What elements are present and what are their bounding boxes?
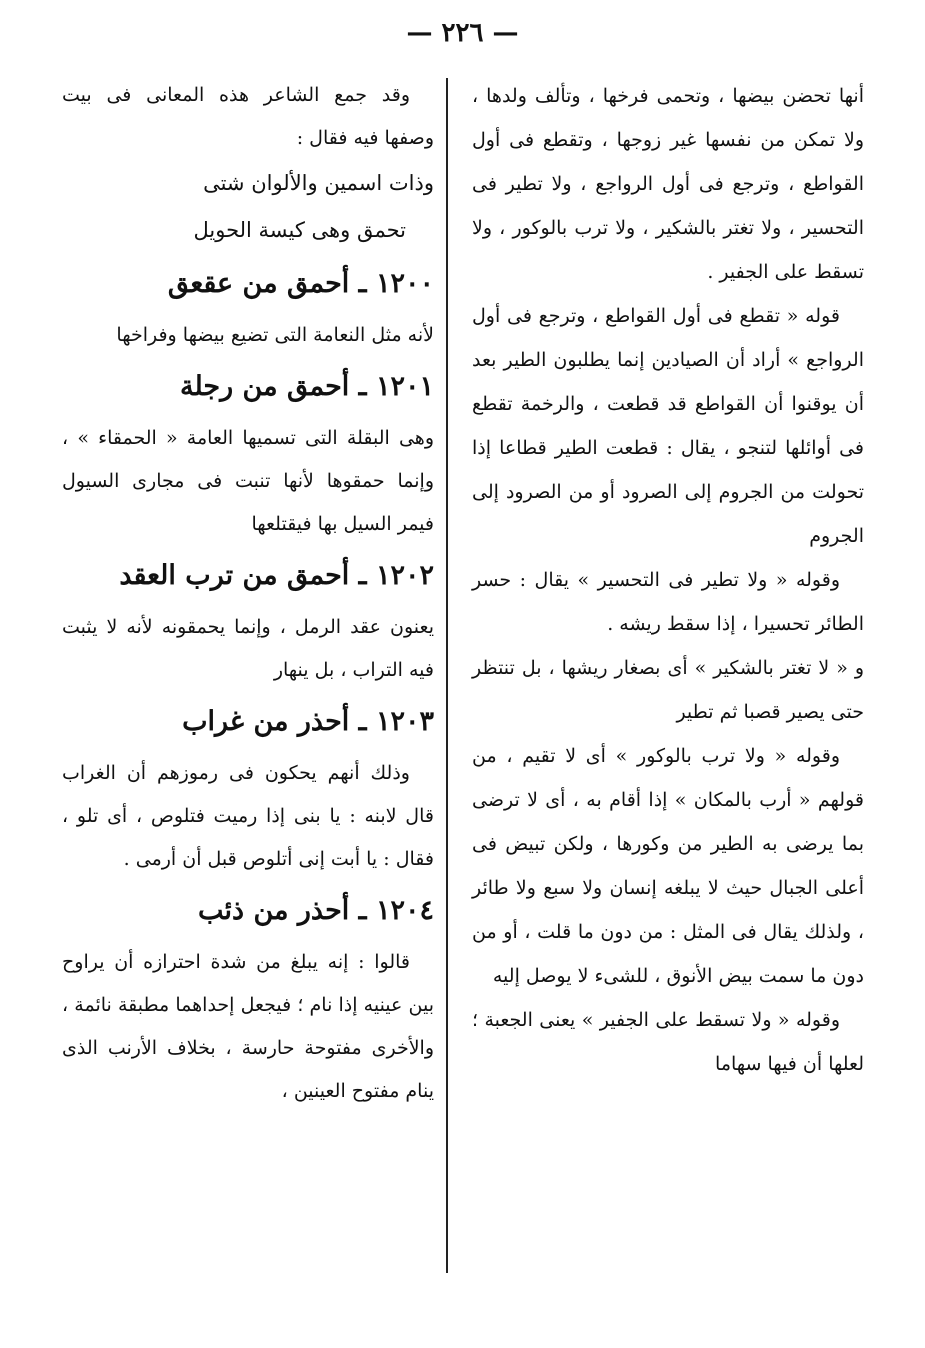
entry-heading-1200: ١٢٠٠ ـ أحمق من عقعق	[167, 268, 434, 299]
paragraph-jafir: وقوله « ولا تسقط على الجفير » يعنى الجعبة ؛ لعلها أن فيها سهاما	[472, 1009, 864, 1075]
verse-line-2: تحمق وهى كيسة الحويل	[193, 218, 406, 242]
entry-heading-1203: ١٢٠٣ ـ أحذر من غراب	[182, 706, 434, 737]
paragraph-poet-intro: وقد جمع الشاعر هذه المعانى فى بيت وصفها فيه فقال :	[62, 84, 434, 149]
entry-text-1203: وذلك أنهم يحكون فى رموزهم أن الغراب قال لابنه : يا بنى إذا رميت فتلوص ، أى تلو ، فقال : يا أبت إنى أتلوص قبل أن أرمى .	[62, 762, 434, 870]
entry-text-1200: لأنه مثل النعامة التى تضيع بيضها وفراخها	[116, 324, 434, 346]
paragraph-wukur: وقوله « ولا ترب بالوكور » أى لا تقيم ، من قولهم « أرب بالمكان » إذا أقام به ، أى لا ترضى بما يرضى به الطير من وكورها ، ولكن تبيض فى أعلى الجبال حيث لا يبلغه إنسان ولا سبع ولا طائر ، ولذلك يقال فى المثل : من دون ما قلت ، أو من دون ما سمت بيض الأنوق ، للشىء لا يوصل إليه	[472, 745, 864, 987]
paragraph-qawati: قوله « تقطع فى أول القواطع ، وترجع فى أول الرواجع » أراد أن الصيادين إنما يطلبون الطير بعد أن يوقنوا أن القواطع قد قطعت ، والرخمة تقطع فى أوائلها لتنجو ، يقال : قطعت الطير قطاعا إذا تحولت من الجروم إلى الصرود أو من الصرود إلى الجروم	[472, 305, 864, 547]
verse-line-1: وذات اسمين والألوان شتى	[203, 171, 434, 195]
right-column	[472, 74, 864, 1086]
paragraph-tahsir: وقوله « ولا تطير فى التحسير » يقال : حسر الطائر تحسيرا ، إذا سقط ريشه .	[472, 569, 864, 635]
entry-heading-1201: ١٢٠١ ـ أحمق من رجلة	[179, 371, 434, 402]
left-column	[62, 74, 434, 1113]
entry-heading-1204: ١٢٠٤ ـ أحذر من ذئب	[198, 895, 434, 926]
entry-text-1201: وهى البقلة التى تسميها العامة « الحمقاء » ، وإنما حمقوها لأنها تنبت فى مجارى السيول فيمر السيل بها فيقتلعها	[62, 427, 434, 535]
column-divider	[446, 78, 448, 1273]
page-number: — ٢٢٦ —	[406, 18, 519, 48]
entry-heading-1202: ١٢٠٢ ـ أحمق من ترب العقد	[119, 560, 434, 591]
paragraph-shakir: و « لا تغتر بالشكير » أى بصغار ريشها ، بل تنتظر حتى يصير قصبا ثم تطير	[472, 657, 864, 723]
entry-text-1204: قالوا : إنه يبلغ من شدة احترازه أن يراوح بين عينيه إذا نام ؛ فيجعل إحداهما مطبقة نائمة ، والأخرى مفتوحة حارسة ، بخلاف الأرنب الذى ينام مفتوح العينين ،	[62, 951, 434, 1102]
paragraph-rakhama-traits: أنها تحضن بيضها ، وتحمى فرخها ، وتألف ولدها ، ولا تمكن من نفسها غير زوجها ، وتقطع فى أول القواطع ، وترجع فى أول الرواجع ، ولا تطير فى التحسير ، ولا تغتر بالشكير ، ولا ترب بالوكور ، ولا تسقط على الجفير .	[472, 85, 864, 283]
entry-text-1202: يعنون عقد الرمل ، وإنما يحمقونه لأنه لا يثبت فيه التراب ، بل ينهار	[62, 616, 434, 681]
